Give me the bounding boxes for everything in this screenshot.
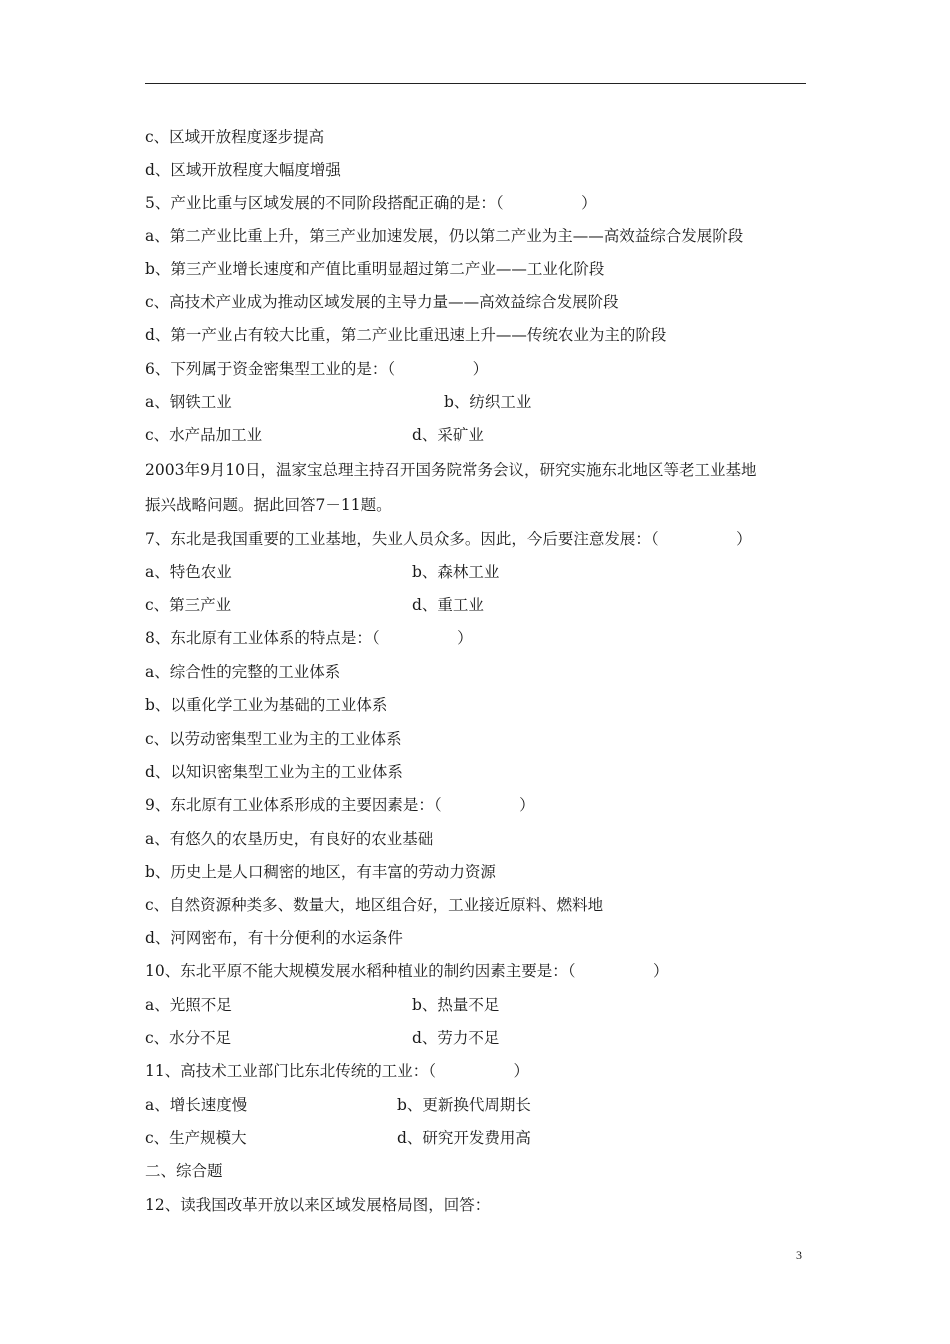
- text-line: 振兴战略问题。据此回答7－11题。: [145, 496, 392, 514]
- page-number: 3: [796, 1248, 802, 1262]
- option-right: b、热量不足: [412, 996, 500, 1014]
- text-line: a、第二产业比重上升，第三产业加速发展，仍以第二产业为主——高效益综合发展阶段: [145, 227, 744, 245]
- option-right: b、森林工业: [412, 563, 500, 581]
- text-line: d、河网密布，有十分便利的水运条件: [145, 929, 403, 947]
- text-line: c、以劳动密集型工业为主的工业体系: [145, 730, 402, 748]
- text-line: c、自然资源种类多、数量大，地区组合好，工业接近原料、燃料地: [145, 896, 604, 914]
- question-8: 8、东北原有工业体系的特点是：（ ）: [145, 629, 473, 647]
- text-line: b、历史上是人口稠密的地区，有丰富的劳动力资源: [145, 863, 496, 881]
- text-line: b、第三产业增长速度和产值比重明显超过第二产业——工业化阶段: [145, 260, 605, 278]
- option-right: d、劳力不足: [412, 1029, 500, 1047]
- text-line: d、区域开放程度大幅度增强: [145, 161, 341, 179]
- question-12: 12、读我国改革开放以来区域发展格局图，回答：: [145, 1196, 491, 1214]
- text-line: d、第一产业占有较大比重，第二产业比重迅速上升——传统农业为主的阶段: [145, 326, 667, 344]
- text-line: c、区域开放程度逐步提高: [145, 128, 325, 146]
- option-left: c、第三产业: [145, 596, 232, 614]
- option-left: a、增长速度慢: [145, 1096, 248, 1114]
- option-right: d、采矿业: [412, 426, 484, 444]
- text-line: 2003年9月10日，温家宝总理主持召开国务院常务会议，研究实施东北地区等老工业基地: [145, 461, 757, 479]
- question-6: 6、下列属于资金密集型工业的是：（ ）: [145, 360, 489, 378]
- text-line: a、综合性的完整的工业体系: [145, 663, 341, 681]
- option-right: d、研究开发费用高: [397, 1129, 531, 1147]
- question-5: 5、产业比重与区域发展的不同阶段搭配正确的是：（ ）: [145, 194, 597, 212]
- question-11: 11、高技术工业部门比东北传统的工业：（ ）: [145, 1062, 529, 1080]
- text-line: b、以重化学工业为基础的工业体系: [145, 696, 388, 714]
- header-rule: [145, 83, 806, 84]
- question-7: 7、东北是我国重要的工业基地，失业人员众多。因此，今后要注意发展：（ ）: [145, 530, 752, 548]
- section-heading: 二、综合题: [145, 1162, 223, 1180]
- option-left: a、特色农业: [145, 563, 232, 581]
- option-left: a、钢铁工业: [145, 393, 232, 411]
- option-left: c、水分不足: [145, 1029, 232, 1047]
- text-line: a、有悠久的农垦历史，有良好的农业基础: [145, 830, 434, 848]
- option-left: c、水产品加工业: [145, 426, 263, 444]
- question-9: 9、东北原有工业体系形成的主要因素是：（ ）: [145, 796, 535, 814]
- text-line: c、高技术产业成为推动区域发展的主导力量——高效益综合发展阶段: [145, 293, 619, 311]
- text-line: d、以知识密集型工业为主的工业体系: [145, 763, 403, 781]
- option-right: d、重工业: [412, 596, 484, 614]
- option-right: b、更新换代周期长: [397, 1096, 531, 1114]
- option-left: a、光照不足: [145, 996, 232, 1014]
- option-right: b、纺织工业: [444, 393, 532, 411]
- option-left: c、生产规模大: [145, 1129, 247, 1147]
- question-10: 10、东北平原不能大规模发展水稻种植业的制约因素主要是：（ ）: [145, 962, 669, 980]
